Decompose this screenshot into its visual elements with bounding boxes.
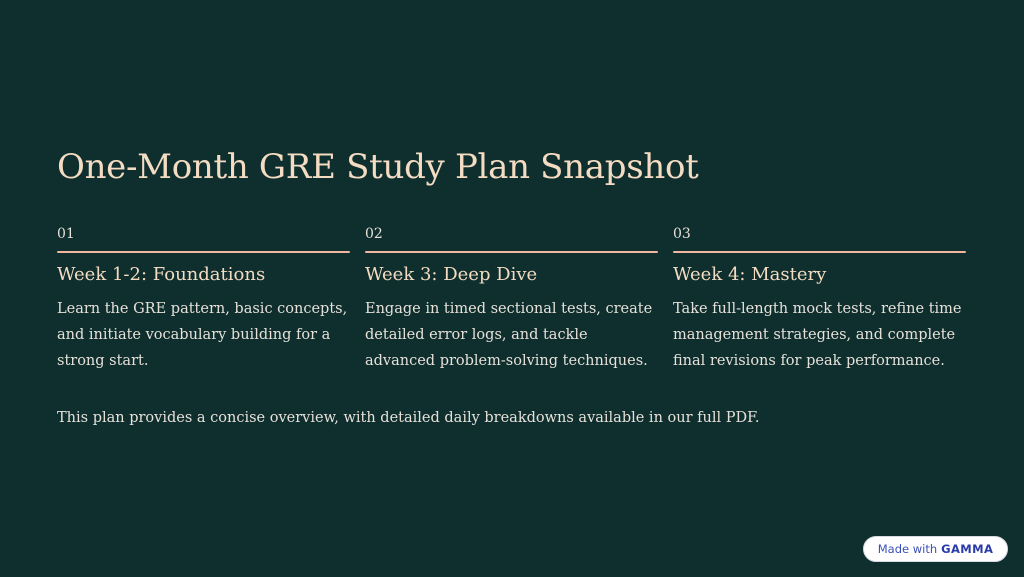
week-column-2 — [365, 222, 658, 374]
week-column-1 — [57, 222, 350, 374]
column-heading: Week 1-2: Foundations — [57, 264, 266, 285]
gamma-logo: GAMMA — [941, 542, 994, 556]
column-number: 01 — [57, 226, 75, 242]
column-body: Take full-length mock tests, refine time management strategies, and complete final revisions for peak performance. — [673, 301, 962, 369]
slide-title: One-Month GRE Study Plan Snapshot — [57, 147, 699, 187]
week-columns — [57, 222, 966, 374]
column-heading: Week 3: Deep Dive — [365, 264, 538, 285]
made-with-gamma-badge[interactable] — [863, 536, 1008, 562]
week-column-3 — [673, 222, 966, 374]
column-divider — [673, 251, 966, 253]
column-divider — [365, 251, 658, 253]
column-body: Engage in timed sectional tests, create detailed error logs, and tackle advanced problem-solving techniques. — [365, 301, 653, 369]
column-number: 03 — [673, 226, 691, 242]
column-divider — [57, 251, 350, 253]
column-number: 02 — [365, 226, 383, 242]
footnote: This plan provides a concise overview, with detailed daily breakdowns available in our full PDF. — [57, 410, 760, 426]
badge-made-with-text: Made with — [877, 542, 938, 556]
column-body: Learn the GRE pattern, basic concepts, and initiate vocabulary building for a strong start. — [57, 301, 348, 369]
column-heading: Week 4: Mastery — [673, 264, 827, 285]
